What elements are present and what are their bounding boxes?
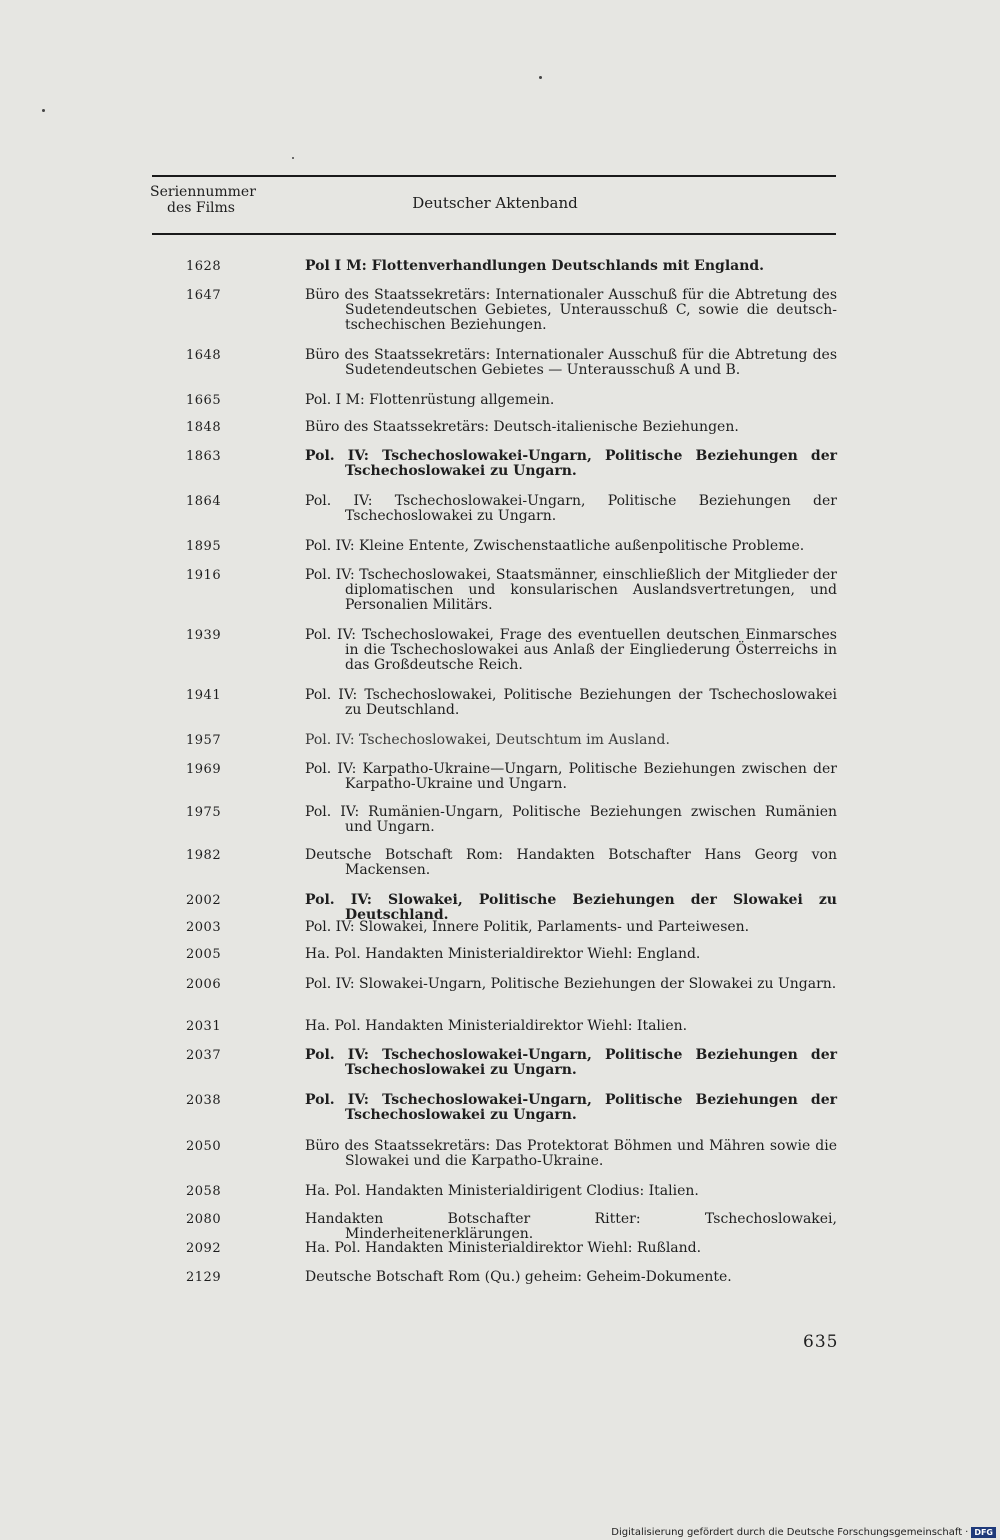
film-serial-number: 1628 — [186, 259, 222, 274]
scan-speck — [42, 109, 45, 112]
file-description: Büro des Staatssekretärs: Internationaler Ausschuß für die Abtretung des Sudetendeutschen Gebietes — Unterausschuß A und B. — [305, 347, 837, 378]
film-serial-number: 1916 — [186, 568, 222, 583]
file-description: Pol. IV: Slowakei, Innere Politik, Parlaments- und Parteiwesen. — [305, 919, 750, 935]
file-description: Pol. IV: Tschechoslowakei, Deutschtum im Ausland. — [305, 732, 670, 748]
file-description: Ha. Pol. Handakten Ministerialdirektor Wiehl: Italien. — [305, 1018, 688, 1034]
footer-text: Digitalisierung gefördert durch die Deutsche Forschungsgemeinschaft — [611, 1527, 963, 1538]
film-serial-number: 2080 — [186, 1212, 222, 1227]
file-description: Pol. IV: Tschechoslowakei, Staatsmänner, einschließlich der Mitglieder der diplomatischen und konsularischen Auslandsvertretungen, und Personalien Militärs. — [305, 567, 837, 613]
file-description: Pol. I M: Flottenrüstung allgemein. — [305, 392, 555, 408]
film-serial-number: 2037 — [186, 1048, 222, 1063]
film-serial-number: 1665 — [186, 393, 222, 408]
file-description: Ha. Pol. Handakten Ministerialdirektor Wiehl: Rußland. — [305, 1240, 702, 1256]
film-serial-number: 1982 — [186, 848, 222, 863]
file-description: Deutsche Botschaft Rom: Handakten Botschafter Hans Georg von Mackensen. — [305, 847, 837, 878]
film-serial-number: 1895 — [186, 539, 222, 554]
film-serial-number: 1975 — [186, 805, 222, 820]
file-description: Pol. IV: Kleine Entente, Zwischenstaatliche außenpolitische Probleme. — [305, 538, 805, 554]
film-serial-number: 2002 — [186, 893, 222, 908]
film-serial-number: 2038 — [186, 1093, 222, 1108]
file-description: Pol. IV: Karpatho-Ukraine—Ungarn, Politische Beziehungen zwischen der Karpatho-Ukraine und Ungarn. — [305, 761, 837, 792]
film-serial-number: 1863 — [186, 449, 222, 464]
file-description: Büro des Staatssekretärs: Das Protektorat Böhmen und Mähren sowie die Slowakei und die Karpatho-Ukraine. — [305, 1138, 837, 1169]
film-serial-number: 1848 — [186, 420, 222, 435]
film-serial-number: 2058 — [186, 1184, 222, 1199]
file-description: Handakten Botschafter Ritter: Tschechoslowakei, Minderheitenerklärungen. — [305, 1211, 837, 1242]
file-description: Ha. Pol. Handakten Ministerialdirektor Wiehl: England. — [305, 946, 701, 962]
film-serial-number: 2005 — [186, 947, 222, 962]
file-description: Ha. Pol. Handakten Ministerialdirigent Clodius: Italien. — [305, 1183, 699, 1199]
file-description: Pol. IV: Tschechoslowakei-Ungarn, Politische Beziehungen der Tschechoslowakei zu Ungarn. — [305, 448, 837, 479]
table-header-rule — [152, 233, 836, 235]
file-description: Pol. IV: Tschechoslowakei, Politische Beziehungen der Tschechoslowakei zu Deutschland. — [305, 687, 837, 718]
film-serial-number: 2129 — [186, 1270, 222, 1285]
film-serial-number: 2050 — [186, 1139, 222, 1154]
film-serial-number: 1941 — [186, 688, 222, 703]
scan-speck — [539, 76, 542, 79]
scan-speck — [292, 157, 294, 159]
film-serial-number: 2031 — [186, 1019, 222, 1034]
file-description: Pol. IV: Slowakei, Politische Beziehungen der Slowakei zu Deutschland. — [305, 892, 837, 923]
file-description: Pol. IV: Rumänien-Ungarn, Politische Beziehungen zwischen Rumänien und Ungarn. — [305, 804, 837, 835]
file-description: Pol. IV: Slowakei-Ungarn, Politische Beziehungen der Slowakei zu Ungarn. — [305, 976, 837, 992]
film-serial-number: 1957 — [186, 733, 222, 748]
file-description: Pol I M: Flottenverhandlungen Deutschlands mit England. — [305, 258, 765, 274]
film-serial-number: 2092 — [186, 1241, 222, 1256]
file-description: Pol. IV: Tschechoslowakei, Frage des eventuellen deutschen Einmarsches in die Tschechoslowakei aus Anlaß der Eingliederung Österreichs in das Großdeutsche Reich. — [305, 627, 837, 673]
file-description: Pol. IV: Tschechoslowakei-Ungarn, Politische Beziehungen der Tschechoslowakei zu Ungarn. — [305, 1092, 837, 1123]
file-description: Büro des Staatssekretärs: Internationaler Ausschuß für die Abtretung des Sudetendeutschen Gebietes, Unterausschuß C, sowie die deutsch-tschechischen Beziehungen. — [305, 287, 837, 333]
file-description: Pol. IV: Tschechoslowakei-Ungarn, Politische Beziehungen der Tschechoslowakei zu Ungarn. — [305, 1047, 837, 1078]
film-serial-number: 1864 — [186, 494, 222, 509]
file-description: Büro des Staatssekretärs: Deutsch-italienische Beziehungen. — [305, 419, 739, 435]
file-description: Pol. IV: Tschechoslowakei-Ungarn, Politische Beziehungen der Tschechoslowakei zu Ungarn. — [305, 493, 837, 524]
column-header-serial-number: Seriennummer des Films — [150, 184, 256, 216]
film-serial-number: 1648 — [186, 348, 222, 363]
table-top-rule — [152, 175, 836, 177]
column-header-german-file-volume: Deutscher Aktenband — [412, 194, 578, 212]
film-serial-number: 1969 — [186, 762, 222, 777]
page-number: 635 — [803, 1332, 839, 1352]
file-description: Deutsche Botschaft Rom (Qu.) geheim: Geheim-Dokumente. — [305, 1269, 732, 1285]
film-serial-number: 1647 — [186, 288, 222, 303]
footer-credit: Digitalisierung gefördert durch die Deutsche Forschungsgemeinschaft · DFG — [611, 1527, 996, 1538]
film-serial-number: 2003 — [186, 920, 222, 935]
film-serial-number: 1939 — [186, 628, 222, 643]
film-serial-number: 2006 — [186, 977, 222, 992]
dfg-logo-icon: DFG — [971, 1527, 996, 1538]
